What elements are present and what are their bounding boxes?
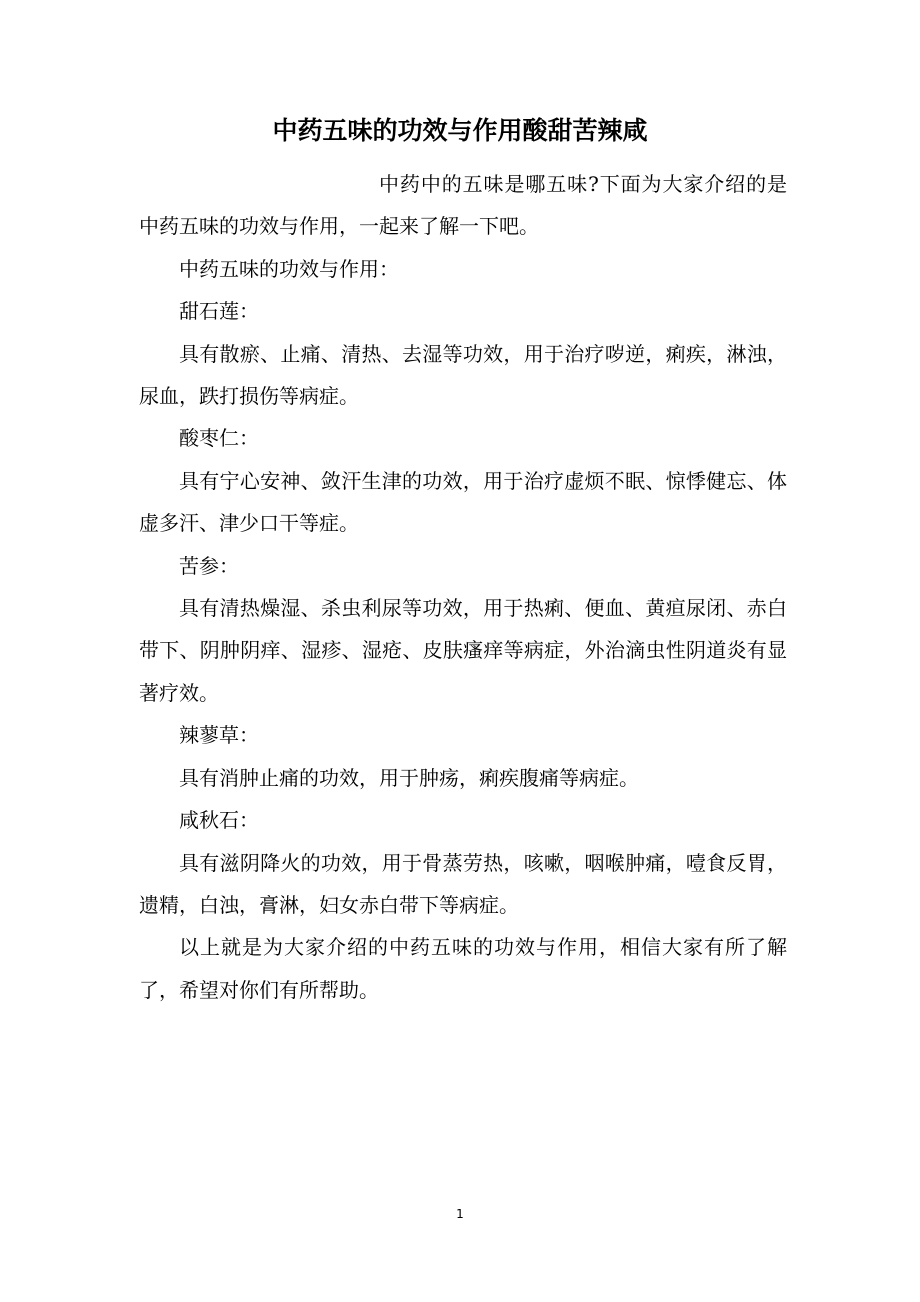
herb-description-bitter: 具有清热燥湿、杀虫利尿等功效，用于热痢、便血、黄疸尿闭、赤白带下、阴肿阴痒、湿疹、湿疮、皮肤瘙痒等病症，外治滴虫性阴道炎有显著疗效。 <box>139 596 787 705</box>
intro-paragraph: 中药中的五味是哪五味?下面为大家介绍的是中药五味的功效与作用，一起来了解一下吧。 <box>139 172 787 239</box>
herb-name-bitter: 苦参： <box>179 553 239 578</box>
herb-name-sour: 酸枣仁： <box>179 426 259 451</box>
herb-description-salty: 具有滋阴降火的功效，用于骨蒸劳热，咳嗽，咽喉肿痛，噎食反胃，遗精，白浊，膏淋，妇女赤白带下等病症。 <box>139 850 787 917</box>
herb-description-sour: 具有宁心安神、敛汗生津的功效，用于治疗虚烦不眠、惊悸健忘、体虚多汗、津少口干等症。 <box>139 468 787 536</box>
herb-description-sweet: 具有散瘀、止痛、清热、去湿等功效，用于治疗哕逆，痢疾，淋浊，尿血，跌打损伤等病症。 <box>139 341 787 409</box>
herb-name-sweet: 甜石莲： <box>179 299 259 324</box>
herb-name-salty: 咸秋石： <box>179 808 259 833</box>
document-title: 中药五味的功效与作用酸甜苦辣咸 <box>272 116 648 145</box>
closing-paragraph: 以上就是为大家介绍的中药五味的功效与作用，相信大家有所了解了，希望对你们有所帮助。 <box>139 935 787 1002</box>
herb-name-spicy: 辣蓼草： <box>179 723 259 748</box>
document-body <box>139 163 787 1011</box>
page-number: 1 <box>456 1207 464 1221</box>
section-heading: 中药五味的功效与作用： <box>179 256 399 281</box>
herb-description-spicy: 具有消肿止痛的功效，用于肿疡，痢疾腹痛等病症。 <box>179 765 639 790</box>
